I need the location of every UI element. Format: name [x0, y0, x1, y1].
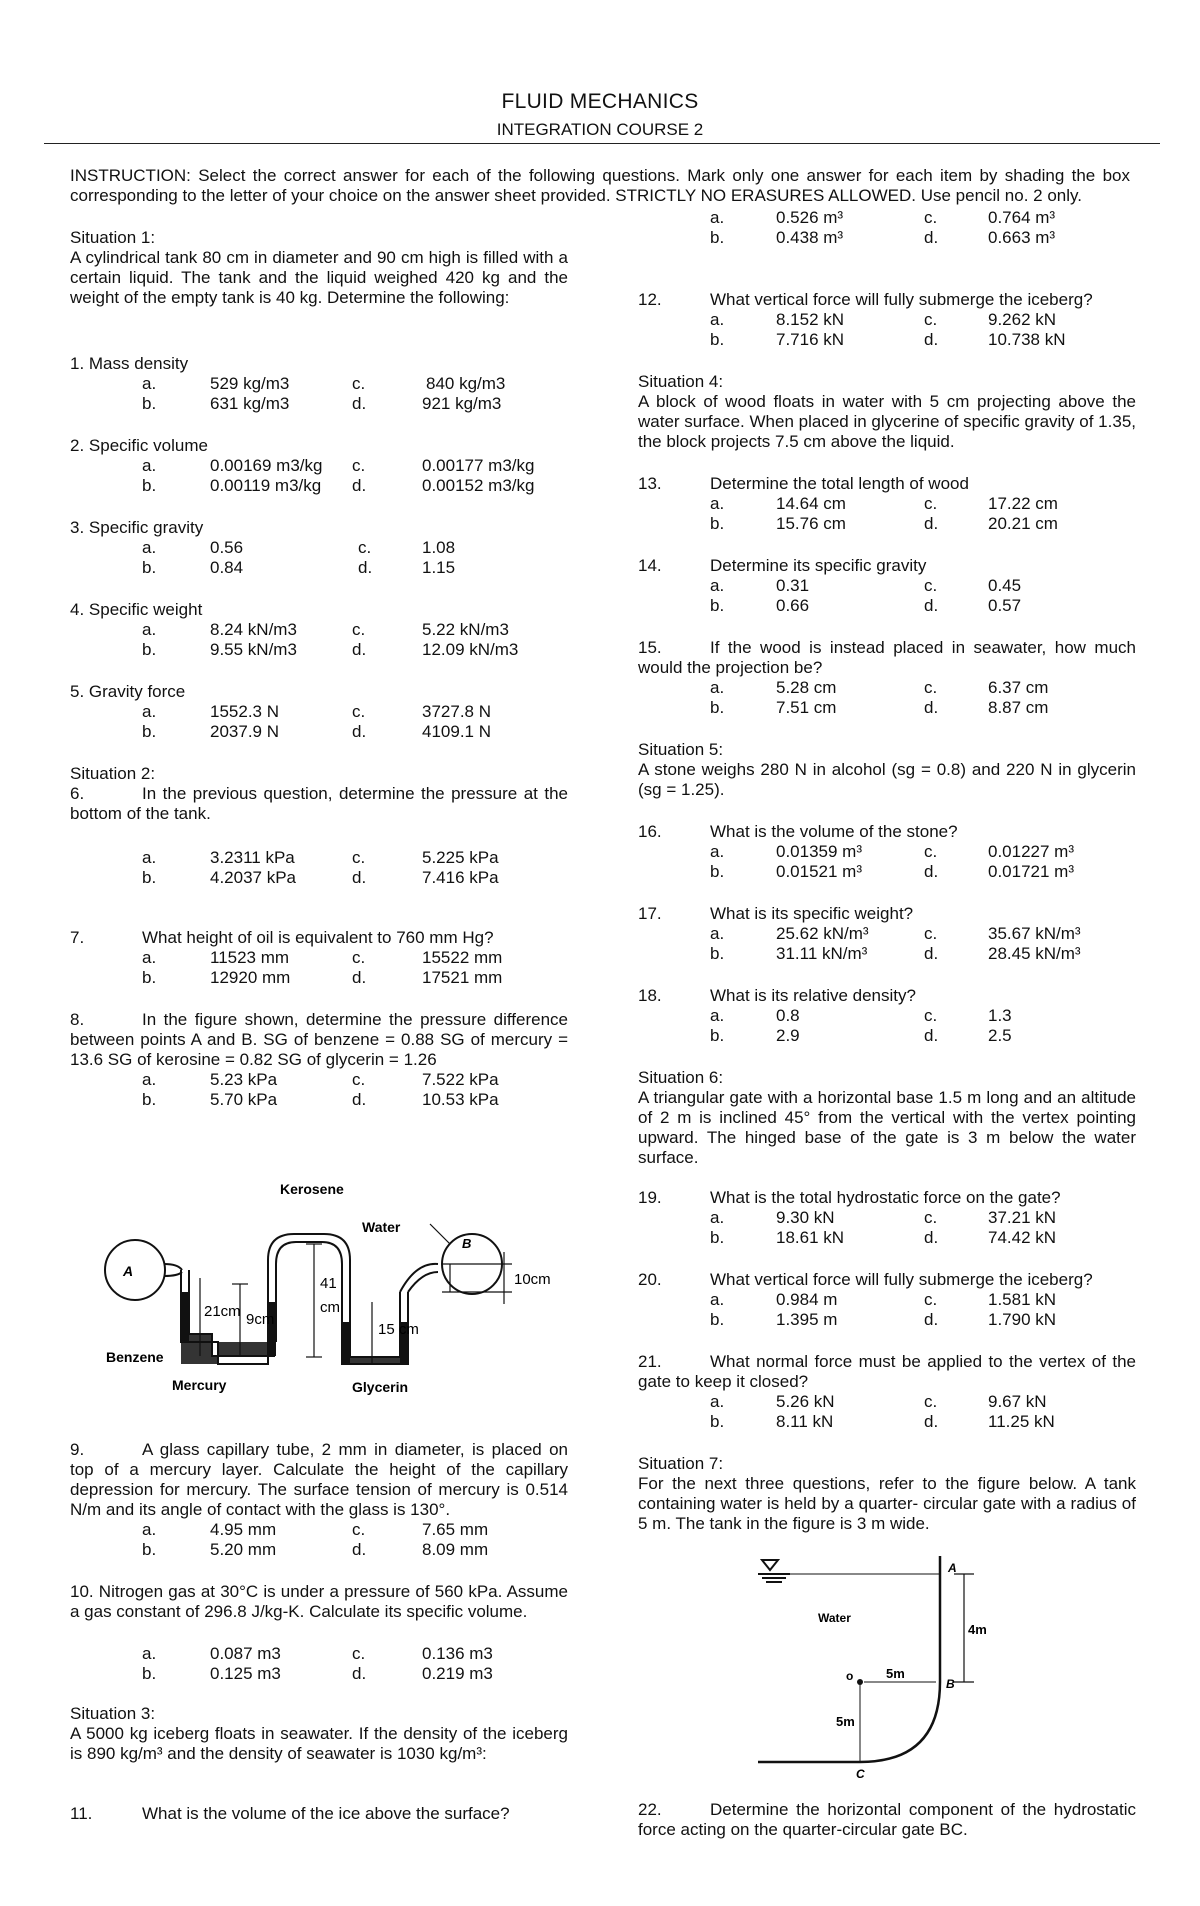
choice-a: 0.01359 m³: [776, 842, 862, 861]
letter-c: c.: [924, 678, 938, 697]
choice-d: 8.09 mm: [422, 1540, 489, 1559]
choice-d: 28.45 kN/m³: [988, 944, 1081, 963]
letter-a: a.: [710, 310, 725, 329]
question-text: What is the total hydrostatic force on the gate?: [710, 1188, 1061, 1207]
point-a-label: A: [948, 1561, 957, 1575]
choice-c: 9.67 kN: [988, 1392, 1047, 1411]
choice-b: 631 kg/m3: [210, 394, 290, 413]
choice-b: 2.9: [776, 1026, 800, 1045]
choice-a: 3.2311 kPa: [210, 848, 295, 867]
choice-c: 5.225 kPa: [422, 848, 499, 867]
choice-a: 0.31: [776, 576, 810, 595]
question-number: 12.: [638, 290, 662, 309]
dim-15cm-label: 15 cm: [378, 1321, 419, 1338]
choice-a: 8.152 kN: [776, 310, 845, 329]
letter-c: c.: [352, 1520, 366, 1539]
letter-b: b.: [710, 228, 725, 247]
point-o-label: o: [846, 1669, 854, 1683]
letter-d: d.: [924, 1026, 939, 1045]
situation-5-label: Situation 5:: [638, 740, 724, 759]
letter-b: b.: [142, 1664, 157, 1683]
water-label: Water: [818, 1611, 851, 1625]
letter-d: d.: [924, 862, 939, 881]
letter-a: a.: [710, 842, 725, 861]
choice-d: 10.53 kPa: [422, 1090, 499, 1109]
question-number: 17.: [638, 904, 662, 923]
question-text: In the previous question, determine the pressure at the bottom of the tank.: [70, 784, 568, 823]
choice-b: 8.11 kN: [776, 1412, 834, 1431]
letter-b: b.: [142, 640, 157, 659]
letter-a: a.: [710, 1208, 725, 1227]
question-text: 3. Specific gravity: [70, 518, 204, 537]
choice-b: 5.70 kPa: [210, 1090, 278, 1109]
question-number: 7.: [70, 928, 85, 947]
question-text: 5. Gravity force: [70, 682, 186, 701]
choice-d: 0.01721 m³: [988, 862, 1074, 881]
letter-c: c.: [924, 494, 938, 513]
letter-b: b.: [142, 558, 157, 577]
choice-b: 7.716 kN: [776, 330, 845, 349]
choice-d: 1.790 kN: [988, 1310, 1057, 1329]
question-text: Determine the total length of wood: [710, 474, 969, 493]
dim-5m-vertical-label: 5m: [836, 1714, 855, 1729]
letter-b: b.: [142, 476, 157, 495]
question-text: Determine the horizontal component of the hydrostatic force acting on the quarter-circular gate BC.: [638, 1800, 1136, 1839]
situation-4-label: Situation 4:: [638, 372, 724, 391]
letter-c: c.: [352, 1644, 366, 1663]
choice-a: 5.23 kPa: [210, 1070, 278, 1089]
page-subtitle: INTEGRATION COURSE 2: [496, 120, 704, 139]
letter-b: b.: [710, 944, 725, 963]
letter-d: d.: [352, 1090, 367, 1109]
letter-b: b.: [710, 330, 725, 349]
point-c-label: C: [856, 1767, 865, 1781]
choice-d: 0.219 m3: [422, 1664, 493, 1683]
letter-c: c.: [924, 842, 938, 861]
choice-c: 15522 mm: [422, 948, 503, 967]
choice-b: 18.61 kN: [776, 1228, 845, 1247]
point-b-label: B: [946, 1677, 955, 1691]
choice-a: 0.00169 m3/kg: [210, 456, 323, 475]
choice-b: 7.51 cm: [776, 698, 837, 717]
letter-b: b.: [142, 722, 157, 741]
situation-1-text: A cylindrical tank 80 cm in diameter and 90 cm high is filled with a certain liquid. The tank and the liquid weighed 420 kg and the weight of the empty tank is 40 kg. Determine the following:: [70, 248, 568, 307]
letter-a: a.: [142, 374, 157, 393]
question-text: What is the volume of the ice above the surface?: [142, 1804, 510, 1823]
choice-b: 0.84: [210, 558, 244, 577]
choice-d: 0.00152 m3/kg: [422, 476, 535, 495]
choice-c: 0.764 m³: [988, 208, 1056, 227]
letter-d: d.: [924, 944, 939, 963]
letter-a: a.: [142, 538, 157, 557]
question-text: 2. Specific volume: [70, 436, 208, 455]
situation-3-text: A 5000 kg iceberg floats in seawater. If the density of the iceberg is 890 kg/m³ and the density of seawater is 1030 kg/m³:: [70, 1724, 568, 1763]
kerosene-label: Kerosene: [280, 1181, 344, 1197]
question-number: 14.: [638, 556, 662, 575]
letter-d: d.: [924, 1228, 939, 1247]
dim-cm-label: cm: [320, 1299, 340, 1316]
letter-d: d.: [352, 868, 367, 887]
question-text: What normal force must be applied to the vertex of the gate to keep it closed?: [638, 1352, 1136, 1391]
question-number: 11.: [70, 1804, 93, 1823]
letter-d: d.: [352, 394, 367, 413]
choice-c: 3727.8 N: [422, 702, 491, 721]
letter-c: c.: [924, 208, 938, 227]
situation-2-label: Situation 2:: [70, 764, 156, 783]
choice-c: 840 kg/m3: [426, 374, 506, 393]
situation-6-text: A triangular gate with a horizontal base 1.5 m long and an altitude of 2 m is inclined 45° from the vertical with the vertex pointing upward. The hinged base of the gate is 3 m below the water surface.: [638, 1088, 1136, 1167]
letter-d: d.: [924, 698, 939, 717]
letter-c: c.: [924, 1392, 938, 1411]
question-text: What vertical force will fully submerge the iceberg?: [710, 290, 1093, 309]
point-a-label: A: [123, 1263, 134, 1279]
choice-c: 0.01227 m³: [988, 842, 1074, 861]
choice-c: 17.22 cm: [988, 494, 1058, 513]
choice-c: 1.08: [422, 538, 456, 557]
pipe-a-circle: [105, 1240, 165, 1300]
question-text: Determine its specific gravity: [710, 556, 927, 575]
question-text: 10. Nitrogen gas at 30°C is under a pressure of 560 kPa. Assume a gas constant of 296.8 J/kg-K. Calculate its specific volume.: [70, 1582, 568, 1621]
choice-c: 37.21 kN: [988, 1208, 1057, 1227]
letter-c: c.: [924, 1006, 938, 1025]
question-text: 1. Mass density: [70, 354, 189, 373]
letter-a: a.: [710, 1290, 725, 1309]
choice-b: 0.66: [776, 596, 810, 615]
question-number: 6.: [70, 784, 85, 803]
question-text: A glass capillary tube, 2 mm in diameter, is placed on top of a mercury layer. Calculate the height of the capillary depression for mercury. The surface tension of mercury is 0.514 N/m and its angle of contact with the glass is 130°.: [70, 1440, 568, 1519]
letter-c: c.: [924, 1208, 938, 1227]
question-text: What vertical force will fully submerge the iceberg?: [710, 1270, 1093, 1289]
manometer-figure: [100, 1152, 551, 1414]
choice-c: 6.37 cm: [988, 678, 1049, 697]
choice-d: 0.663 m³: [988, 228, 1056, 247]
header-divider: [44, 143, 1160, 144]
choice-a: 8.24 kN/m3: [210, 620, 297, 639]
question-number: 9.: [70, 1440, 85, 1459]
dim-5m-horizontal-label: 5m: [886, 1666, 905, 1681]
choice-d: 17521 mm: [422, 968, 503, 987]
situation-1-label: Situation 1:: [70, 228, 156, 247]
letter-a: a.: [142, 1070, 157, 1089]
choice-a: 0.56: [210, 538, 244, 557]
choice-c: 1.3: [988, 1006, 1012, 1025]
choice-a: 14.64 cm: [776, 494, 846, 513]
letter-d: d.: [924, 228, 939, 247]
choice-b: 9.55 kN/m3: [210, 640, 297, 659]
letter-a: a.: [142, 1520, 157, 1539]
letter-a: a.: [710, 1392, 725, 1411]
choice-d: 1.15: [422, 558, 456, 577]
letter-d: d.: [924, 596, 939, 615]
letter-c: c.: [358, 538, 372, 557]
dim-21cm-label: 21cm: [204, 1303, 241, 1320]
letter-a: a.: [710, 1006, 725, 1025]
question-number: 16.: [638, 822, 662, 841]
letter-d: d.: [352, 722, 367, 741]
question-text: What is its relative density?: [710, 986, 916, 1005]
choice-d: 20.21 cm: [988, 514, 1058, 533]
choice-d: 10.738 kN: [988, 330, 1066, 349]
letter-a: a.: [142, 1644, 157, 1663]
letter-c: c.: [352, 620, 366, 639]
choice-b: 12920 mm: [210, 968, 291, 987]
situation-6-label: Situation 6:: [638, 1068, 724, 1087]
dim-41-label: 41: [320, 1275, 337, 1292]
dim-4m-label: 4m: [968, 1622, 987, 1637]
choice-b: 0.125 m3: [210, 1664, 281, 1683]
question-text: 4. Specific weight: [70, 600, 203, 619]
situation-7-text: For the next three questions, refer to the figure below. A tank containing water is held by a quarter- circular gate with a radius of 5 m. The tank in the figure is 3 m wide.: [638, 1474, 1136, 1533]
choice-c: 0.136 m3: [422, 1644, 493, 1663]
choice-d: 4109.1 N: [422, 722, 491, 741]
question-text: In the figure shown, determine the pressure difference between points A and B. SG of benzene = 0.88 SG of mercury = 13.6 SG of kerosine = 0.82 SG of glycerin = 1.26: [70, 1010, 568, 1069]
choice-b: 0.438 m³: [776, 228, 844, 247]
choice-b: 31.11 kN/m³: [776, 944, 868, 963]
choice-d: 8.87 cm: [988, 698, 1049, 717]
question-text: If the wood is instead placed in seawater, how much would the projection be?: [638, 638, 1136, 677]
choice-b: 2037.9 N: [210, 722, 279, 741]
water-surface-icon: [762, 1560, 778, 1570]
letter-a: a.: [142, 702, 157, 721]
choice-d: 0.57: [988, 596, 1022, 615]
choice-a: 9.30 kN: [776, 1208, 835, 1227]
choice-a: 1552.3 N: [210, 702, 279, 721]
choice-a: 11523 mm: [210, 948, 290, 967]
choice-d: 12.09 kN/m3: [422, 640, 519, 659]
letter-d: d.: [352, 1540, 367, 1559]
point-b-label: B: [462, 1236, 472, 1251]
choice-c: 35.67 kN/m³: [988, 924, 1081, 943]
situation-3-label: Situation 3:: [70, 1704, 156, 1723]
letter-b: b.: [710, 596, 725, 615]
letter-b: b.: [710, 1412, 725, 1431]
choice-a: 4.95 mm: [210, 1520, 277, 1539]
choice-b: 1.395 m: [776, 1310, 838, 1329]
question-number: 20.: [638, 1270, 662, 1289]
question-number: 22.: [638, 1800, 662, 1819]
page-title: FLUID MECHANICS: [501, 90, 699, 113]
choice-d: 921 kg/m3: [422, 394, 502, 413]
choice-b: 15.76 cm: [776, 514, 846, 533]
benzene-label: Benzene: [106, 1349, 164, 1365]
letter-d: d.: [352, 476, 367, 495]
letter-d: d.: [924, 1412, 939, 1431]
letter-a: a.: [142, 848, 157, 867]
letter-b: b.: [142, 968, 157, 987]
letter-d: d.: [352, 968, 367, 987]
letter-b: b.: [710, 862, 725, 881]
choice-c: 0.00177 m3/kg: [422, 456, 535, 475]
letter-b: b.: [142, 868, 157, 887]
choice-a: 529 kg/m3: [210, 374, 290, 393]
dim-9cm-label: 9cm: [246, 1311, 275, 1328]
question-text: What height of oil is equivalent to 760 mm Hg?: [142, 928, 494, 947]
letter-c: c.: [924, 924, 938, 943]
choice-a: 5.26 kN: [776, 1392, 835, 1411]
letter-c: c.: [352, 1070, 366, 1089]
letter-a: a.: [710, 924, 725, 943]
letter-c: c.: [924, 576, 938, 595]
letter-a: a.: [142, 948, 157, 967]
question-number: 15.: [638, 638, 662, 657]
letter-c: c.: [352, 702, 366, 721]
choice-a: 25.62 kN/m³: [776, 924, 869, 943]
letter-b: b.: [710, 1228, 725, 1247]
letter-a: a.: [710, 576, 725, 595]
letter-c: c.: [924, 1290, 938, 1309]
letter-b: b.: [142, 1090, 157, 1109]
choice-b: 5.20 mm: [210, 1540, 277, 1559]
letter-c: c.: [924, 310, 938, 329]
letter-d: d.: [352, 640, 367, 659]
letter-b: b.: [710, 514, 725, 533]
question-text: What is the volume of the stone?: [710, 822, 958, 841]
choice-b: 4.2037 kPa: [210, 868, 297, 887]
water-label: Water: [362, 1219, 401, 1235]
instruction-text: INSTRUCTION: Select the correct answer for each of the following questions. Mark only one answer for each item by shading the box corresponding to the letter of your choice on the answer sheet provided. STRICTLY NO ERASURES ALLOWED. Use pencil no. 2 only.: [70, 166, 1130, 205]
choice-c: 1.581 kN: [988, 1290, 1057, 1309]
choice-b: 0.00119 m3/kg: [210, 476, 322, 495]
choice-c: 7.522 kPa: [422, 1070, 499, 1089]
choice-d: 74.42 kN: [988, 1228, 1057, 1247]
question-number: 18.: [638, 986, 662, 1005]
letter-c: c.: [352, 848, 366, 867]
choice-a: 5.28 cm: [776, 678, 837, 697]
choice-c: 7.65 mm: [422, 1520, 489, 1539]
choice-c: 5.22 kN/m3: [422, 620, 509, 639]
letter-a: a.: [710, 494, 725, 513]
choice-a: 0.087 m3: [210, 1644, 281, 1663]
letter-a: a.: [710, 208, 725, 227]
choice-d: 2.5: [988, 1026, 1012, 1045]
letter-b: b.: [710, 1026, 725, 1045]
choice-a: 0.8: [776, 1006, 800, 1025]
question-number: 8.: [70, 1010, 85, 1029]
glycerin-label: Glycerin: [352, 1379, 409, 1395]
letter-c: c.: [352, 456, 366, 475]
situation-5-text: A stone weighs 280 N in alcohol (sg = 0.8) and 220 N in glycerin (sg = 1.25).: [638, 760, 1136, 799]
letter-c: c.: [352, 948, 366, 967]
letter-d: d.: [352, 1664, 367, 1683]
letter-d: d.: [924, 1310, 939, 1329]
mercury-label: Mercury: [172, 1377, 227, 1393]
letter-d: d.: [358, 558, 373, 577]
quarter-gate-figure: [758, 1552, 998, 1792]
letter-a: a.: [142, 620, 157, 639]
letter-d: d.: [924, 514, 939, 533]
choice-b: 0.01521 m³: [776, 862, 862, 881]
choice-c: 9.262 kN: [988, 310, 1057, 329]
question-number: 13.: [638, 474, 662, 493]
letter-a: a.: [142, 456, 157, 475]
situation-7-label: Situation 7:: [638, 1454, 724, 1473]
letter-d: d.: [924, 330, 939, 349]
situation-4-text: A block of wood floats in water with 5 cm projecting above the water surface. When placed in glycerine of specific gravity of 1.35, the block projects 7.5 cm above the liquid.: [638, 392, 1136, 451]
choice-a: 0.984 m: [776, 1290, 838, 1309]
dim-10cm-label: 10cm: [514, 1271, 551, 1288]
question-number: 19.: [638, 1188, 662, 1207]
letter-b: b.: [142, 1540, 157, 1559]
question-text: What is its specific weight?: [710, 904, 914, 923]
choice-a: 0.526 m³: [776, 208, 844, 227]
question-number: 21.: [638, 1352, 662, 1371]
letter-b: b.: [142, 394, 157, 413]
choice-d: 11.25 kN: [988, 1412, 1055, 1431]
letter-b: b.: [710, 1310, 725, 1329]
letter-c: c.: [352, 374, 366, 393]
letter-b: b.: [710, 698, 725, 717]
letter-a: a.: [710, 678, 725, 697]
choice-d: 7.416 kPa: [422, 868, 499, 887]
choice-c: 0.45: [988, 576, 1022, 595]
